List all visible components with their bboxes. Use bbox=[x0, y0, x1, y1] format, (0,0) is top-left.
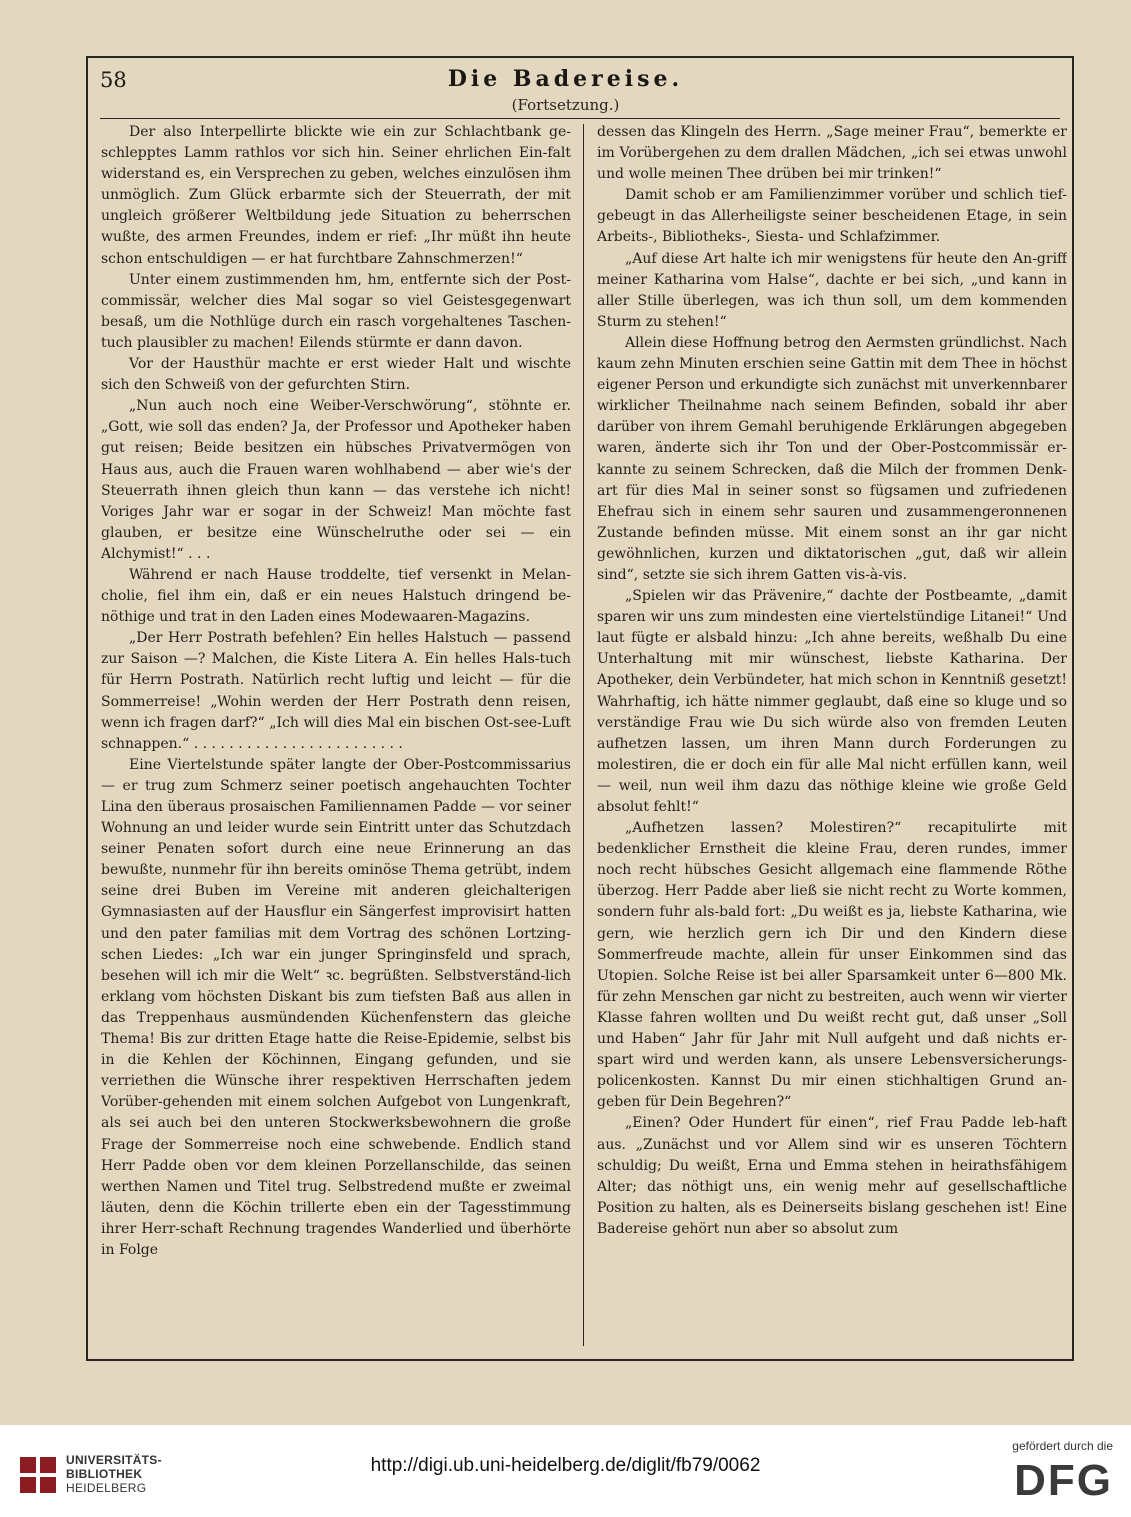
header-rule bbox=[100, 118, 1060, 119]
paragraph: Eine Viertelstunde später langte der Ober-Postcommissarius — er trug zum Schmerz seiner poetisch angehauchten Tochter Lina den überaus prosaischen Familiennamen Padde — vor seiner Wohnung an und leider wurde sein Eintritt unter das Schutzdach seiner Penaten sofort durch eine neue Erinnerung an das bewußte, nunmehr für ihn bereits ominöse Thema getrübt, indem seine drei Buben im Vereine mit anderen gleichalterigen Gymnasiasten auf der Hausflur ein Sängerfest improvisirt hatten und den pater familias mit dem Vortrag des schönen Lortzing-schen Liedes: „Ich war ein junger Springinsfeld und sprach, besehen will ich mir die Welt“ ꝛc. begrüßten. Selbstverständ-lich erklang vom höchsten Diskant bis zum tiefsten Baß aus allen in das Treppenhaus ausmündenden Küchenfenstern das gleiche Thema! Bis zur dritten Etage hatte die Reise-Epidemie, selbst bis in die Kehlen der Köchinnen, Eingang gefunden, und sie verriethen die Wünsche ihrer respektiven Herrschaften jedem Vorüber-gehenden mit einem solchen Aufgebot von Lungenkraft, als sei auch bei den unteren Stockwerksbewohnern die große Frage der Sommerreise noch eine schwebende. Endlich stand Herr Padde oben vor dem kleinen Porzellanschilde, das seinen werthen Namen und Titel trug. Selbstredend mußte er zweimal läuten, denn die Köchin trillerte eben ein der Tagesstimmung ihrer Herr-schaft Rechnung tragendes Wanderlied und überhörte in Folge bbox=[101, 756, 571, 1258]
left-rule bbox=[86, 56, 88, 1361]
paragraph: „Auf diese Art halte ich mir wenigstens für heute den An-griff meiner Katharina vom Halse“, dachte er bei sich, „und kann in aller Stille überlegen, was ich thun soll, um dem kommenden Sturm zu stehen!“ bbox=[597, 250, 1067, 330]
library-name-line: UNIVERSITÄTS- bbox=[66, 1453, 162, 1467]
bottom-rule bbox=[86, 1359, 1074, 1361]
page-title: Die Badereise. bbox=[447, 66, 684, 92]
dfg-logo[interactable]: DFG bbox=[1014, 1456, 1113, 1505]
paragraph: Unter einem zustimmenden hm, hm, entfernte sich der Post-commissär, welcher dies Mal sogar so viel Geistesgegenwart besaß, um die Nothlüge durch ein rasch vorgehaltenes Taschen-tuch plausibler zu machen! Eilends stürmte er dann davon. bbox=[101, 271, 571, 351]
paragraph: Der also Interpellirte blickte wie ein zur Schlachtbank ge-schlepptes Lamm rathlos vor sich hin. Seiner ehrlichen Ein-falt widerstand es, ein Versprechen zu geben, welches einzulösen ihm unmöglich. Zum Glück erbarmte sich der Steuerrath, der mit ungleich größerer Weltbildung jede Situation zu beherrschen wußte, des armen Freundes, indem er rief: „Ihr müßt ihn heute schon entschuldigen — er hat furchtbare Zahnschmerzen!“ bbox=[101, 124, 571, 267]
paragraph: Damit schob er am Familienzimmer vorüber und schlich tief-gebeugt in das Allerheiligste seiner bescheidenen Etage, in sein Arbeits-, Bibliotheks-, Siesta- und Schlafzimmer. bbox=[597, 187, 1067, 246]
top-rule bbox=[86, 56, 1074, 58]
paragraph: „Nun auch noch eine Weiber-Verschwörung“, stöhnte er. „Gott, wie soll das enden? Ja, der Professor und Apotheker haben gut reisen; Beide besitzen ein hübsches Privatvermögen von Haus aus, auch die Frauen waren wohlhabend — aber wie's der Steuerrath ihnen gleich thun kann — das verstehe ich nicht! Voriges Jahr war er sogar in der Schweiz! Man möchte fast glauben, er besitze eine Wünschelruthe oder sei — ein Alchymist!“ . . . bbox=[101, 398, 571, 562]
right-rule bbox=[1072, 56, 1074, 1361]
paragraph: „Der Herr Postrath befehlen? Ein helles Halstuch — passend zur Saison —? Malchen, die Kiste Litera A. Ein helles Hals-tuch für Herrn Postrath. Natürlich recht luftig und leicht — für die Sommerreise! „Wohin werden der Herr Postrath denn reisen, wenn ich fragen darf?“ „Ich will dies Mal ein bischen Ost-see-Luft schnappen.“ . . . . . . . . . . . . . . . . . . . . . . . . bbox=[101, 630, 571, 752]
viewer-footer bbox=[0, 1425, 1131, 1517]
paragraph: „Einen? Oder Hundert für einen“, rief Frau Padde leb-haft aus. „Zunächst und vor Allem sind wir es unseren Töchtern schuldig; Du weißt, Erna und Emma stehen in heirathsfähigem Alter; das nöthigt uns, ein wenig mehr auf gesellschaftliche Position zu halten, als es Deinerseits bislang geschehen ist! Eine Badereise gehört nun aber so absolut zum bbox=[597, 1115, 1067, 1237]
paragraph: „Spielen wir das Prävenire,“ dachte der Postbeamte, „damit sparen wir uns zum mindesten eine viertelstündige Litanei!“ Und laut fügte er alsbald hinzu: „Ich ahne bereits, weßhalb Du eine Unterhaltung mit mir wünschest, liebste Katharina. Der Apotheker, dein Verbündeter, hat mich schon in Kenntniß gesetzt! Wahrhaftig, ich hätte nimmer geglaubt, daß eine so kluge und so verständige Frau wie Du sich würde also von fremden Leuten aufhetzen lassen, um ihren Mann durch Forderungen zu molestiren, die er doch ein für alle Mal nicht erfüllen kann, weil — weil, nun weil ihm dazu das nöthige kleine wie große Geld absolut fehlt!“ bbox=[597, 588, 1067, 815]
paragraph: „Aufhetzen lassen? Molestiren?“ recapitulirte mit bedenklicher Ernstheit die kleine Frau, deren rundes, immer noch recht hübsches Gesicht allgemach eine flammende Röthe überzog. Herr Padde aber ließ sie nicht recht zu Worte kommen, sondern fuhr als-bald fort: „Du weißt es ja, liebste Katharina, wie gern, wie herzlich gern ich Dir und den Kindern diese Sommerfreude machte, allein für unser Einkommen sind das Utopien. Solche Reise ist bei aller Sparsamkeit unter 6—800 Mk. für zehn Menschen gar nicht zu bestreiten, auch wenn wir vierter Klasse fahren wollten und Du weißt recht gut, daß unser „Soll und Haben“ Jahr für Jahr mit Null aufgeht und daß nichts er-spart wird und werden kann, als unsere Lebensversicherungs-policenkosten. Kannst Du mir einen stichhaltigen Grund an-geben für Dein Begehren?“ bbox=[597, 820, 1067, 1111]
library-name-line: HEIDELBERG bbox=[66, 1481, 147, 1495]
library-name-line: BIBLIOTHEK bbox=[66, 1467, 143, 1481]
page-number: 58 bbox=[100, 68, 127, 92]
paragraph: Während er nach Hause troddelte, tief versenkt in Melan-cholie, fiel ihm ein, daß er ein neues Halstuch dringend be-nöthige und trat in den Laden eines Modewaaren-Magazins. bbox=[101, 566, 571, 626]
paragraph: dessen das Klingeln des Herrn. „Sage meiner Frau“, bemerkte er im Vorübergehen zu dem drallen Mädchen, „ich sei etwas unwohl und wolle meinen Thee drüben bei mir trinken!“ bbox=[597, 124, 1067, 183]
right-column bbox=[597, 122, 1067, 1344]
page-subtitle: (Fortsetzung.) bbox=[511, 96, 620, 114]
paragraph: Allein diese Hoffnung betrog den Aermsten gründlichst. Nach kaum zehn Minuten erschien seine Gattin mit dem Thee in höchst eigener Person und erkundigte sich zunächst mit unverkennbarer wirklicher Theilnahme nach seinem Befinden, sobald ihr aber darüber von ihrem Gemahl beruhigende Erklärungen abgegeben waren, änderte sich ihr Ton und der Ober-Postcommissär er-kannte zu seinem Schrecken, daß die Milch der frommen Denk-art für dies Mal in seiner sonst so fügsamen und zufriedenen Ehefrau sich in einem sehr sauren und zusammengeronnenen Zustande befinden müsse. Mit einem sonst an ihr gar nicht gewöhnlichen, kurzen und diktatorischen „gut, daß wir allein sind“, setzte sie sich ihrem Gatten vis-à-vis. bbox=[597, 334, 1067, 583]
left-column bbox=[101, 122, 571, 1344]
permalink-url[interactable]: http://digi.ub.uni-heidelberg.de/diglit/fb79/0062 bbox=[370, 1455, 761, 1476]
column-divider bbox=[583, 124, 584, 1346]
paragraph: Vor der Hausthür machte er erst wieder Halt und wischte sich den Schweiß von der gefurchten Stirn. bbox=[101, 356, 571, 394]
funded-by-label: gefördert durch die bbox=[1012, 1439, 1113, 1453]
